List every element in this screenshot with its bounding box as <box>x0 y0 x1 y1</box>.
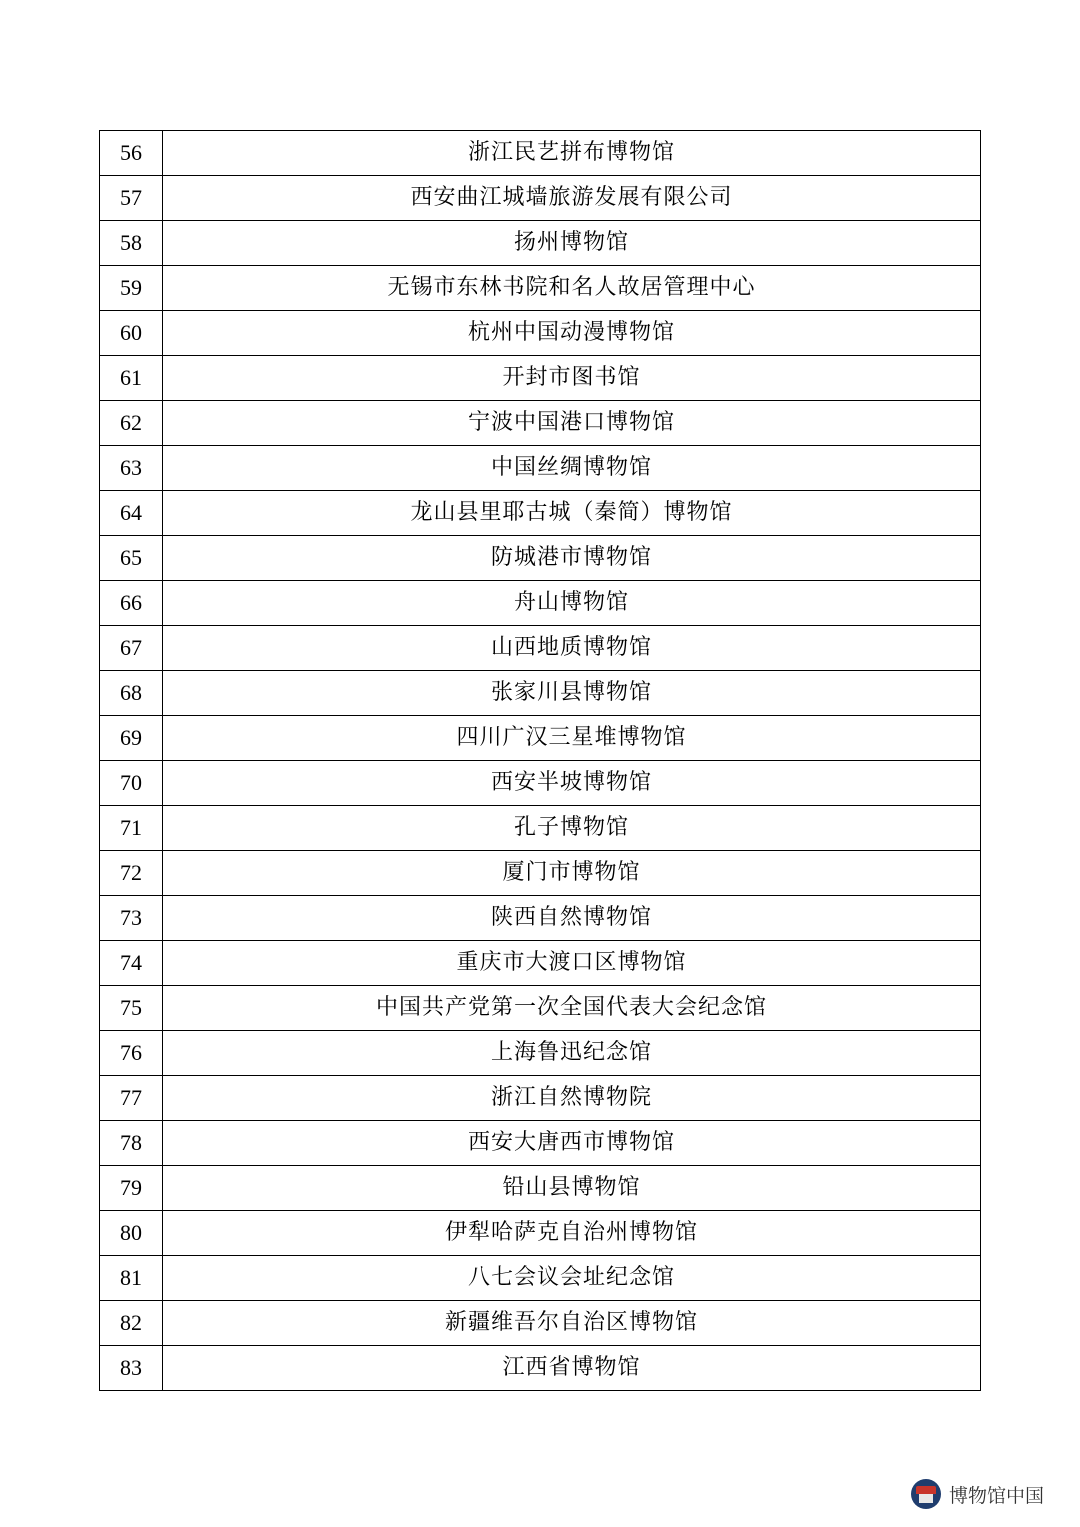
table-row <box>100 1031 981 1076</box>
row-index: 79 <box>100 1166 163 1211</box>
table-row <box>100 626 981 671</box>
row-name: 杭州中国动漫博物馆 <box>163 311 981 356</box>
row-index: 56 <box>100 131 163 176</box>
row-name: 陕西自然博物馆 <box>163 896 981 941</box>
wechat-account-name: 博物馆中国 <box>948 1484 1044 1507</box>
row-name: 西安曲江城墙旅游发展有限公司 <box>163 176 981 221</box>
row-index: 61 <box>100 356 163 401</box>
row-name: 防城港市博物馆 <box>163 536 981 581</box>
table-row <box>100 851 981 896</box>
row-index: 57 <box>100 176 163 221</box>
row-name: 西安半坡博物馆 <box>163 761 981 806</box>
row-name: 山西地质博物馆 <box>163 626 981 671</box>
museum-badge-icon <box>911 1479 941 1509</box>
row-index: 69 <box>100 716 163 761</box>
table-row <box>100 491 981 536</box>
table-row <box>100 356 981 401</box>
row-index: 77 <box>100 1076 163 1121</box>
row-index: 63 <box>100 446 163 491</box>
row-index: 60 <box>100 311 163 356</box>
row-name: 上海鲁迅纪念馆 <box>163 1031 981 1076</box>
table-row <box>100 1346 981 1391</box>
table-row <box>100 311 981 356</box>
table-row <box>100 401 981 446</box>
table-row <box>100 941 981 986</box>
row-index: 62 <box>100 401 163 446</box>
table-row <box>100 1166 981 1211</box>
row-index: 66 <box>100 581 163 626</box>
row-index: 64 <box>100 491 163 536</box>
row-index: 71 <box>100 806 163 851</box>
row-index: 73 <box>100 896 163 941</box>
table-row <box>100 1301 981 1346</box>
table-row <box>100 986 981 1031</box>
row-index: 81 <box>100 1256 163 1301</box>
row-index: 83 <box>100 1346 163 1391</box>
row-index: 74 <box>100 941 163 986</box>
row-name: 伊犁哈萨克自治州博物馆 <box>163 1211 981 1256</box>
row-name: 新疆维吾尔自治区博物馆 <box>163 1301 981 1346</box>
row-index: 68 <box>100 671 163 716</box>
table-row <box>100 131 981 176</box>
table-row <box>100 716 981 761</box>
row-index: 70 <box>100 761 163 806</box>
row-index: 75 <box>100 986 163 1031</box>
row-name: 四川广汉三星堆博物馆 <box>163 716 981 761</box>
row-name: 龙山县里耶古城（秦简）博物馆 <box>163 491 981 536</box>
row-index: 72 <box>100 851 163 896</box>
row-name: 浙江自然博物院 <box>163 1076 981 1121</box>
row-name: 厦门市博物馆 <box>163 851 981 896</box>
row-index: 82 <box>100 1301 163 1346</box>
table-row <box>100 1076 981 1121</box>
row-name: 西安大唐西市博物馆 <box>163 1121 981 1166</box>
row-index: 67 <box>100 626 163 671</box>
row-name: 中国丝绸博物馆 <box>163 446 981 491</box>
table-row <box>100 896 981 941</box>
table-row <box>100 221 981 266</box>
row-index: 58 <box>100 221 163 266</box>
table-row <box>100 446 981 491</box>
wechat-watermark <box>911 1479 1044 1509</box>
row-index: 80 <box>100 1211 163 1256</box>
table-row <box>100 1211 981 1256</box>
table-row <box>100 1121 981 1166</box>
row-index: 78 <box>100 1121 163 1166</box>
row-name: 孔子博物馆 <box>163 806 981 851</box>
row-index: 59 <box>100 266 163 311</box>
row-name: 中国共产党第一次全国代表大会纪念馆 <box>163 986 981 1031</box>
row-name: 江西省博物馆 <box>163 1346 981 1391</box>
row-name: 重庆市大渡口区博物馆 <box>163 941 981 986</box>
row-index: 65 <box>100 536 163 581</box>
row-name: 无锡市东林书院和名人故居管理中心 <box>163 266 981 311</box>
row-name: 铅山县博物馆 <box>163 1166 981 1211</box>
museum-list-table <box>99 130 981 1391</box>
table-row <box>100 806 981 851</box>
table-row <box>100 761 981 806</box>
row-index: 76 <box>100 1031 163 1076</box>
table-row <box>100 536 981 581</box>
row-name: 浙江民艺拼布博物馆 <box>163 131 981 176</box>
row-name: 扬州博物馆 <box>163 221 981 266</box>
row-name: 宁波中国港口博物馆 <box>163 401 981 446</box>
table-row <box>100 581 981 626</box>
table-row <box>100 266 981 311</box>
table-body <box>100 131 981 1391</box>
table-row <box>100 671 981 716</box>
table-row <box>100 1256 981 1301</box>
row-name: 八七会议会址纪念馆 <box>163 1256 981 1301</box>
row-name: 开封市图书馆 <box>163 356 981 401</box>
table-row <box>100 176 981 221</box>
row-name: 舟山博物馆 <box>163 581 981 626</box>
row-name: 张家川县博物馆 <box>163 671 981 716</box>
